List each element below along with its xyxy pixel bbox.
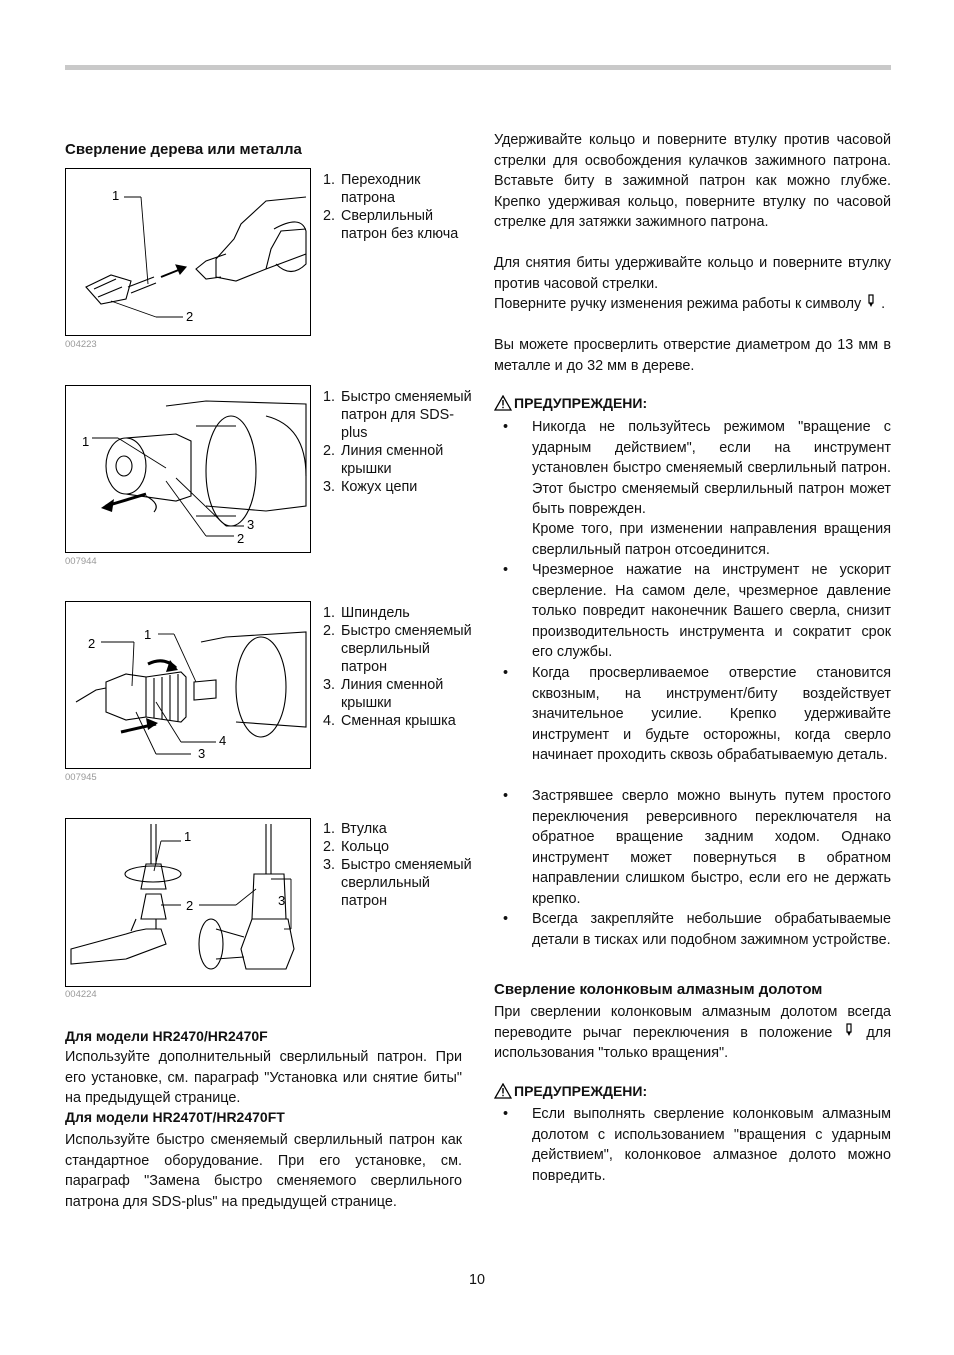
warning-1: ПРЕДУПРЕЖДЕНИ: — [494, 395, 647, 411]
paragraph-capacity: Вы можете просверлить отверстие диаметром до 13 мм в металле и до 32 мм в дереве. — [494, 337, 891, 374]
legend-item: 2. Быстро сменяемый сверлильный патрон — [323, 623, 472, 675]
callout-1: 1 — [82, 434, 90, 449]
legend-item: 1. Шпиндель — [323, 605, 410, 621]
warning-triangle-icon — [494, 1083, 512, 1099]
callout-3: 3 — [247, 517, 255, 532]
sds-plus-chuck-illustration — [66, 386, 312, 554]
callout-2: 2 — [186, 309, 194, 324]
legend-item: 1. Втулка — [323, 821, 387, 837]
paragraph-mode: Поверните ручку изменения режима работы к символу . — [494, 296, 886, 312]
paragraph-core-bit: При сверлении колонковым алмазным долотом всегда переводите рычаг переключения в положение для использования "только вращения". — [494, 1004, 891, 1061]
model1-text: Используйте дополнительный сверлильный патрон. При его установке, см. параграф "Установка или снятие биты" на предыдущей странице. — [65, 1049, 462, 1106]
warning-triangle-icon — [494, 395, 512, 411]
section-heading-drilling: Сверление дерева или металла — [65, 141, 302, 158]
legend-item: 2. Кольцо — [323, 839, 390, 855]
legend-item: 2. Сверлильный патрон без ключа — [323, 208, 459, 242]
callout-1: 1 — [112, 188, 120, 203]
legend-item: 4. Сменная крышка — [323, 713, 456, 729]
callout-3: 3 — [278, 893, 286, 908]
figure-code: 004224 — [65, 989, 97, 1000]
model2-text: Используйте быстро сменяемый сверлильный патрон как стандартное оборудование. При его установке, см. параграф "Замена быстро сменяемого сверлильного патрона для SDS-plus" на предыдущей странице. — [65, 1132, 462, 1210]
figure-1-legend — [323, 171, 473, 243]
legend-item: 3. Быстро сменяемый сверлильный патрон — [323, 857, 472, 909]
callout-1: 1 — [184, 829, 192, 844]
figure-code: 007945 — [65, 772, 97, 783]
drill-chuck-adapter-illustration — [66, 169, 312, 337]
quick-change-chuck-illustration — [66, 602, 312, 770]
warning-2: ПРЕДУПРЕЖДЕНИ: — [494, 1083, 647, 1099]
figure-3-legend — [323, 604, 473, 730]
legend-item: 3. Кожух цепи — [323, 479, 418, 495]
callout-2: 2 — [186, 898, 194, 913]
header-rule — [65, 65, 891, 70]
model2-heading: Для модели HR2470T/HR2470FT — [65, 1109, 285, 1125]
figure-4-legend — [323, 820, 473, 910]
callout-2: 2 — [88, 636, 96, 651]
legend-item: 2. Линия сменной крышки — [323, 443, 444, 477]
figure-2 — [65, 385, 311, 553]
figure-code: 004223 — [65, 339, 97, 350]
drill-mode-icon — [843, 1025, 855, 1041]
legend-item: 1. Переходник патрона — [323, 172, 421, 206]
model1-heading: Для модели HR2470/HR2470F — [65, 1028, 268, 1044]
sleeve-ring-chuck-illustration — [66, 819, 312, 988]
figure-3 — [65, 601, 311, 769]
callout-4: 4 — [219, 733, 227, 748]
callout-2: 2 — [237, 531, 245, 546]
drill-mode-icon — [865, 296, 877, 312]
callout-1: 1 — [144, 627, 152, 642]
figure-4 — [65, 818, 311, 987]
legend-item: 1. Быстро сменяемый патрон для SDS-plus — [323, 389, 472, 441]
figure-2-legend — [323, 388, 473, 496]
section-heading-core-bit: Сверление колонковым алмазным долотом — [494, 981, 823, 998]
page-number: 10 — [468, 1272, 485, 1288]
figure-code: 007944 — [65, 556, 97, 567]
figure-1 — [65, 168, 311, 336]
callout-3: 3 — [198, 746, 206, 761]
paragraph-removal: Для снятия биты удерживайте кольцо и поверните втулку против часовой стрелки. — [494, 255, 891, 292]
legend-item: 3. Линия сменной крышки — [323, 677, 444, 711]
paragraph-sleeve: Удерживайте кольцо и поверните втулку против часовой стрелки для освобождения кулачков зажимного патрона. Вставьте биту в зажимной патрон как можно глубже. Крепко удерживая кольцо, поверните втулку по часовой стрелке для затяжки зажимного патрона. — [494, 132, 891, 230]
